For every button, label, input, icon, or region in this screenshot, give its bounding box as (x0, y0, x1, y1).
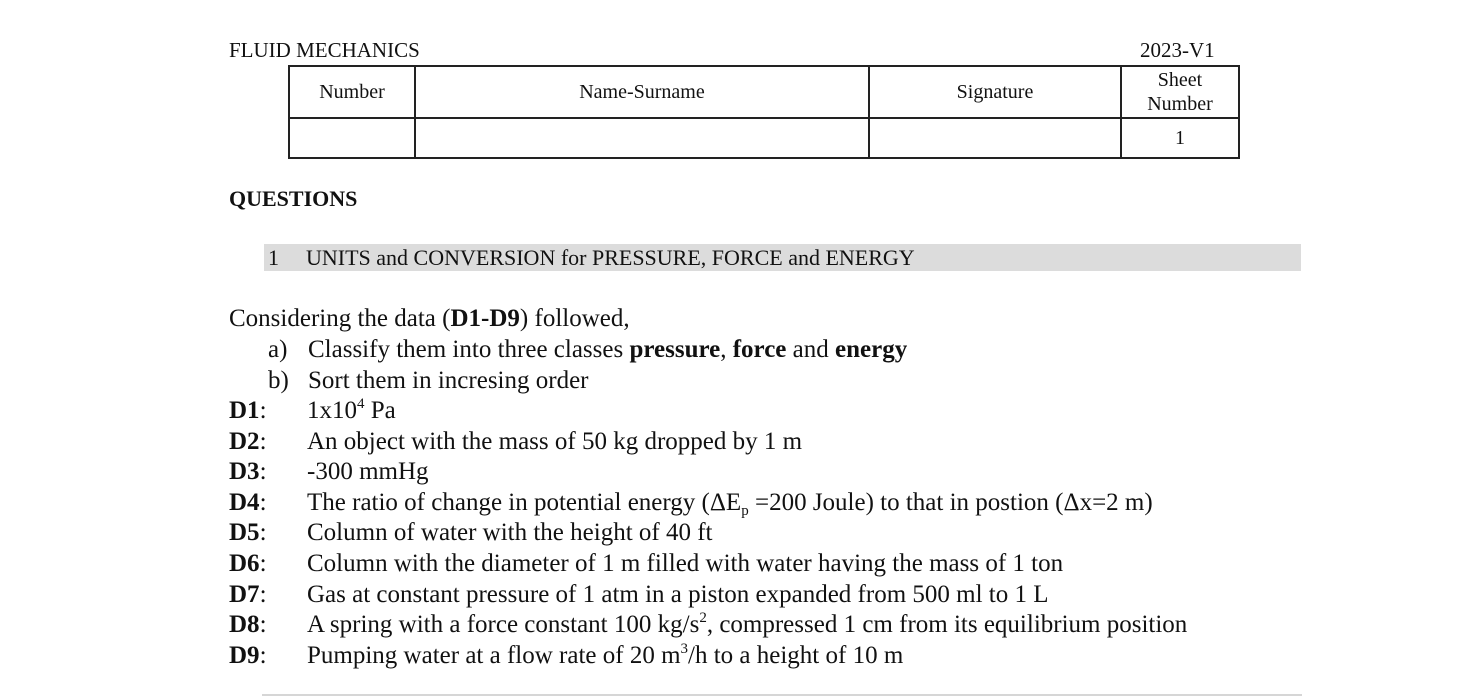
table-value-row (289, 118, 1239, 158)
data-text: Pa (364, 397, 396, 424)
data-subscript: p (741, 502, 749, 519)
data-item-d1 (229, 396, 1187, 427)
task-item (268, 335, 907, 366)
data-label (229, 518, 307, 549)
task-text: and (786, 336, 835, 363)
data-text: A spring with a force constant 100 kg/s (307, 611, 700, 639)
class-energy: energy (835, 336, 908, 363)
data-id: D4 (229, 488, 260, 516)
data-colon: : (259, 427, 267, 455)
data-label (229, 641, 307, 672)
data-text: Pumping water at a flow rate of 20 m (307, 641, 681, 669)
sheet-header-line1: Sheet (1157, 69, 1203, 91)
task-text: Classify them into three classes (308, 336, 630, 363)
section-title: UNITS and CONVERSION for PRESSURE, FORCE and ENERGY (306, 245, 915, 270)
data-item-d4 (229, 488, 1187, 519)
data-id: D2 (229, 427, 260, 455)
data-label (229, 488, 307, 519)
task-text: Sort them in incresing order (308, 366, 589, 394)
data-label (229, 427, 307, 458)
data-text: 1x10 (307, 397, 357, 424)
sheet-number-cell: 1 (1121, 118, 1239, 158)
section-number: 1 (268, 245, 279, 270)
data-text: The ratio of change in potential energy (ΔE (307, 488, 742, 516)
data-colon: : (259, 641, 267, 669)
table-header-row (289, 66, 1239, 118)
intro-text (229, 304, 630, 334)
task-letter: b) (268, 366, 289, 394)
data-label (229, 580, 307, 611)
number-cell[interactable] (289, 118, 415, 158)
data-text: -300 mmHg (307, 458, 429, 486)
data-colon: : (259, 458, 267, 486)
data-id: D8 (229, 611, 260, 639)
task-item (268, 366, 907, 397)
class-pressure: pressure (629, 336, 721, 363)
page-bottom-divider (262, 694, 1302, 696)
data-label (229, 457, 307, 488)
signature-cell[interactable] (869, 118, 1121, 158)
intro-before: Considering the data ( (229, 305, 451, 332)
intro-range: D1-D9 (450, 305, 520, 332)
data-id: D3 (229, 458, 260, 486)
data-colon: : (259, 519, 267, 547)
section-header (264, 244, 1301, 271)
data-text: Column with the diameter of 1 m filled with water having the mass of 1 ton (307, 549, 1064, 577)
course-title: FLUID MECHANICS (229, 38, 420, 62)
data-id: D9 (229, 641, 260, 669)
data-text: =200 Joule) to that in postion (Δx=2 m) (748, 488, 1153, 516)
data-text: Column of water with the height of 40 ft (307, 519, 713, 547)
data-item-d6 (229, 549, 1187, 580)
version-label: 2023-V1 (1140, 38, 1215, 62)
data-colon: : (259, 397, 267, 424)
data-item-d8 (229, 610, 1187, 641)
data-colon: : (259, 611, 267, 639)
name-surname-header: Name-Surname (415, 66, 869, 118)
student-id-table (288, 65, 1240, 159)
data-id: D6 (229, 549, 260, 577)
name-surname-cell[interactable] (415, 118, 869, 158)
sheet-number-header (1121, 66, 1239, 118)
task-list (268, 335, 907, 396)
data-id: D7 (229, 580, 260, 608)
data-text: An object with the mass of 50 kg dropped by 1 m (307, 427, 803, 455)
data-id: D5 (229, 519, 260, 547)
data-text: , compressed 1 cm from its equilibrium position (706, 611, 1188, 639)
data-label (229, 549, 307, 580)
data-colon: : (259, 549, 267, 577)
data-id: D1 (229, 397, 260, 424)
data-label (229, 610, 307, 641)
data-exponent: 4 (357, 396, 365, 412)
data-item-d3 (229, 457, 1187, 488)
data-item-d5 (229, 518, 1187, 549)
data-text: Gas at constant pressure of 1 atm in a piston expanded from 500 ml to 1 L (307, 580, 1049, 608)
data-item-d7 (229, 580, 1187, 611)
data-list (229, 396, 1187, 671)
data-exponent: 3 (680, 640, 689, 657)
data-colon: : (259, 488, 267, 516)
data-item-d9 (229, 641, 1187, 672)
intro-after: ) followed, (519, 305, 630, 332)
sheet-header-line2: Number (1147, 93, 1213, 115)
data-text: /h to a height of 10 m (688, 641, 904, 669)
task-letter: a) (268, 336, 288, 363)
class-force: force (732, 336, 787, 363)
data-colon: : (259, 580, 267, 608)
number-header: Number (289, 66, 415, 118)
questions-heading: QUESTIONS (229, 186, 358, 211)
signature-header: Signature (869, 66, 1121, 118)
data-exponent: 2 (699, 610, 707, 627)
data-label (229, 396, 307, 427)
data-item-d2 (229, 427, 1187, 458)
task-text: , (720, 336, 733, 363)
